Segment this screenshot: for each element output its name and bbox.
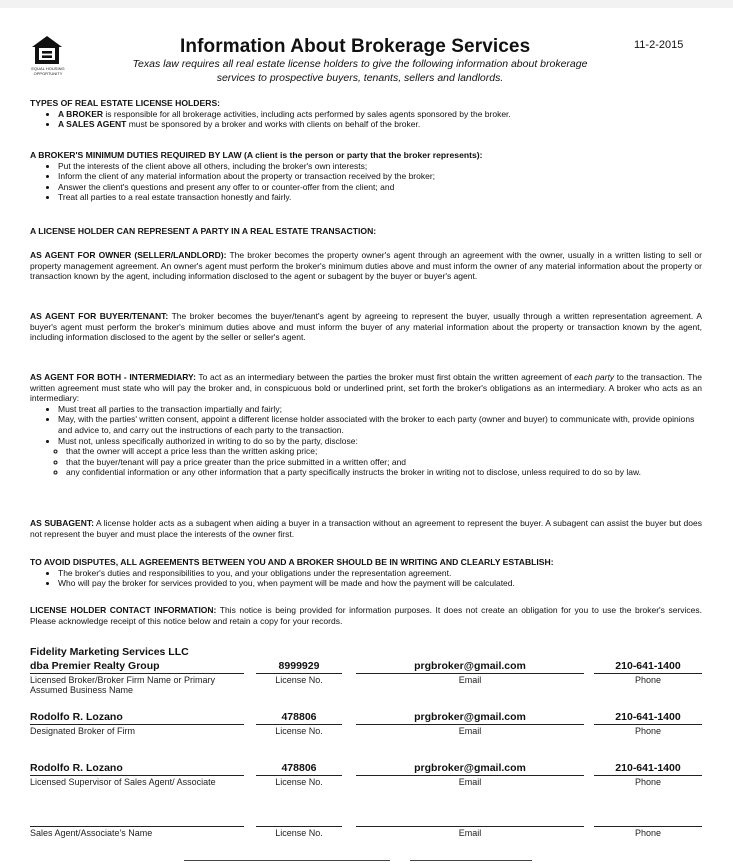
field-label: License No. (275, 675, 323, 685)
field-label: Email (458, 777, 482, 787)
license-field[interactable]: 478806 (281, 711, 317, 723)
list-item: • Treat all parties to a real estate transaction honestly and fairly. (58, 192, 702, 203)
section-heading: A LICENSE HOLDER CAN REPRESENT A PARTY IN A REAL ESTATE TRANSACTION: (30, 226, 377, 236)
section-disputes (30, 557, 702, 589)
field-label: Email (458, 828, 482, 838)
sub-list-item: ◦ that the owner will accept a price less than the written asking price; (66, 446, 702, 457)
paragraph: LICENSE HOLDER CONTACT INFORMATION: This notice is being provided for information purposes. It does not create an obligation for you to use the broker's services. Please acknowledge receipt of this notice below and retain a copy for your records. (30, 605, 702, 626)
logo-caption: EQUAL HOUSING OPPORTUNITY (31, 66, 65, 76)
broker-firm-name-field[interactable]: dba Premier Realty Group (30, 660, 160, 672)
list-item: • Must treat all parties to the transaction impartially and fairly; (58, 404, 702, 415)
field-label: Licensed Broker/Broker Firm Name or Primary Assumed Business Name (30, 675, 216, 695)
viewer-top-edge (0, 0, 733, 8)
paragraph: AS AGENT FOR BUYER/TENANT: The broker becomes the buyer/tenant's agent by agreeing to represent the buyer, usually through a written representation agreement. A buyer's agent must perform the broker's minimum duties above and must inform the buyer of any material information about the property or transaction known by the agent, including information disclosed to the agent by the seller or seller's agent. (30, 311, 702, 343)
date-line[interactable] (410, 860, 532, 862)
phone-field[interactable]: 210-641-1400 (615, 762, 681, 774)
field-label: Email (458, 726, 482, 736)
firm-name-line1: Fidelity Marketing Services LLC (30, 646, 189, 658)
section-heading: TYPES OF REAL ESTATE LICENSE HOLDERS: (30, 98, 221, 108)
field-label: Licensed Supervisor of Sales Agent/ Associate (30, 777, 216, 787)
field-label: License No. (275, 777, 323, 787)
section-heading: A BROKER'S MINIMUM DUTIES REQUIRED BY LAW (A client is the person or party that the broker represents): (30, 150, 483, 160)
sales-agent-row (30, 813, 702, 853)
section-types (30, 98, 702, 130)
email-field[interactable] (356, 813, 584, 826)
list-item: • Who will pay the broker for services provided to you, when payment will be made and how the payment will be calculated. (58, 578, 702, 589)
field-label: Phone (634, 675, 662, 685)
sales-agent-field[interactable] (30, 813, 244, 826)
broker-firm-row (30, 660, 702, 700)
form-date: 11-2-2015 (634, 39, 684, 51)
list-item: • A SALES AGENT must be sponsored by a broker and works with clients on behalf of the broker. (58, 119, 702, 130)
supervisor-row (30, 762, 702, 802)
list-item: • Answer the client's questions and present any offer to or counter-offer from the client; and (58, 182, 702, 193)
section-owner-agent (30, 250, 702, 282)
page-title: Information About Brokerage Services (180, 36, 531, 57)
list-item: • Must not, unless specifically authorized in writing to do so by the party, disclose: (58, 436, 702, 447)
email-field[interactable]: prgbroker@gmail.com (414, 762, 526, 774)
section-heading: TO AVOID DISPUTES, ALL AGREEMENTS BETWEEN YOU AND A BROKER SHOULD BE IN WRITING AND CLEARLY ESTABLISH: (30, 557, 554, 567)
license-field[interactable]: 478806 (281, 762, 317, 774)
email-field[interactable]: prgbroker@gmail.com (414, 711, 526, 723)
license-field[interactable] (256, 813, 342, 826)
list-item: • The broker's duties and responsibilities to you, and your obligations under the representation agreement. (58, 568, 702, 579)
designated-broker-row (30, 711, 702, 751)
field-label: Email (458, 675, 482, 685)
section-intermediary (30, 372, 702, 478)
list-item: • May, with the parties' written consent, appoint a different license holder associated with the broker to each party (owner and buyer) to communicate with, provide opinions and advice to, and carry out the instructions of each party to the transaction. (58, 414, 702, 435)
page-subtitle: Texas law requires all real estate license holders to give the following information about brokerage services to prospective buyers, tenants, sellers and landlords. (132, 58, 588, 84)
field-label: License No. (275, 726, 323, 736)
section-buyer-agent (30, 311, 702, 343)
sub-list-item: ◦ that the buyer/tenant will pay a price greater than the price submitted in a written offer; and (66, 457, 702, 468)
field-label: Phone (634, 828, 662, 838)
phone-field[interactable]: 210-641-1400 (615, 660, 681, 672)
list-item: • Inform the client of any material information about the property or transaction received by the broker; (58, 171, 702, 182)
designated-broker-field[interactable]: Rodolfo R. Lozano (30, 711, 123, 723)
paragraph: AS SUBAGENT: A license holder acts as a subagent when aiding a buyer in a transaction without an agreement to represent the buyer. A subagent can assist the buyer but does not represent the buyer and must place the interests of the owner first. (30, 518, 702, 539)
section-duties (30, 150, 702, 203)
phone-field[interactable] (594, 813, 702, 826)
paragraph: AS AGENT FOR BOTH - INTERMEDIARY: To act as an intermediary between the parties the broker must first obtain the written agreement of each party to the transaction. The written agreement must state who will pay the broker and, in conspicuous bold or underlined print, set forth the broker's obligations as an intermediary. A broker who acts as an intermediary: (30, 372, 702, 404)
list-item: • Put the interests of the client above all others, including the broker's own interests; (58, 161, 702, 172)
phone-field[interactable]: 210-641-1400 (615, 711, 681, 723)
field-label: Sales Agent/Associate's Name (30, 828, 153, 838)
supervisor-field[interactable]: Rodolfo R. Lozano (30, 762, 123, 774)
field-label: Phone (634, 777, 662, 787)
section-subagent (30, 518, 702, 539)
signature-line[interactable] (184, 860, 390, 862)
field-label: Designated Broker of Firm (30, 726, 136, 736)
field-label: Phone (634, 726, 662, 736)
list-item: • A BROKER is responsible for all brokerage activities, including acts performed by sales agents sponsored by the broker. (58, 109, 702, 120)
section-contact (30, 605, 702, 626)
field-label: License No. (275, 828, 323, 838)
sub-list-item: ◦ any confidential information or any other information that a party specifically instructs the broker in writing not to disclose, unless required to do so by law. (66, 467, 702, 478)
paragraph: AS AGENT FOR OWNER (SELLER/LANDLORD): The broker becomes the property owner's agent through an agreement with the owner, usually in a written listing to sell or property management agreement. An owner's agent must perform the broker's minimum duties above and must inform the owner of any material information about the property or transaction known by the agent, including information disclosed to the agent or subagent by the buyer or buyer's agent. (30, 250, 702, 282)
license-field[interactable]: 8999929 (278, 660, 320, 672)
email-field[interactable]: prgbroker@gmail.com (414, 660, 526, 672)
section-represent (30, 226, 702, 237)
